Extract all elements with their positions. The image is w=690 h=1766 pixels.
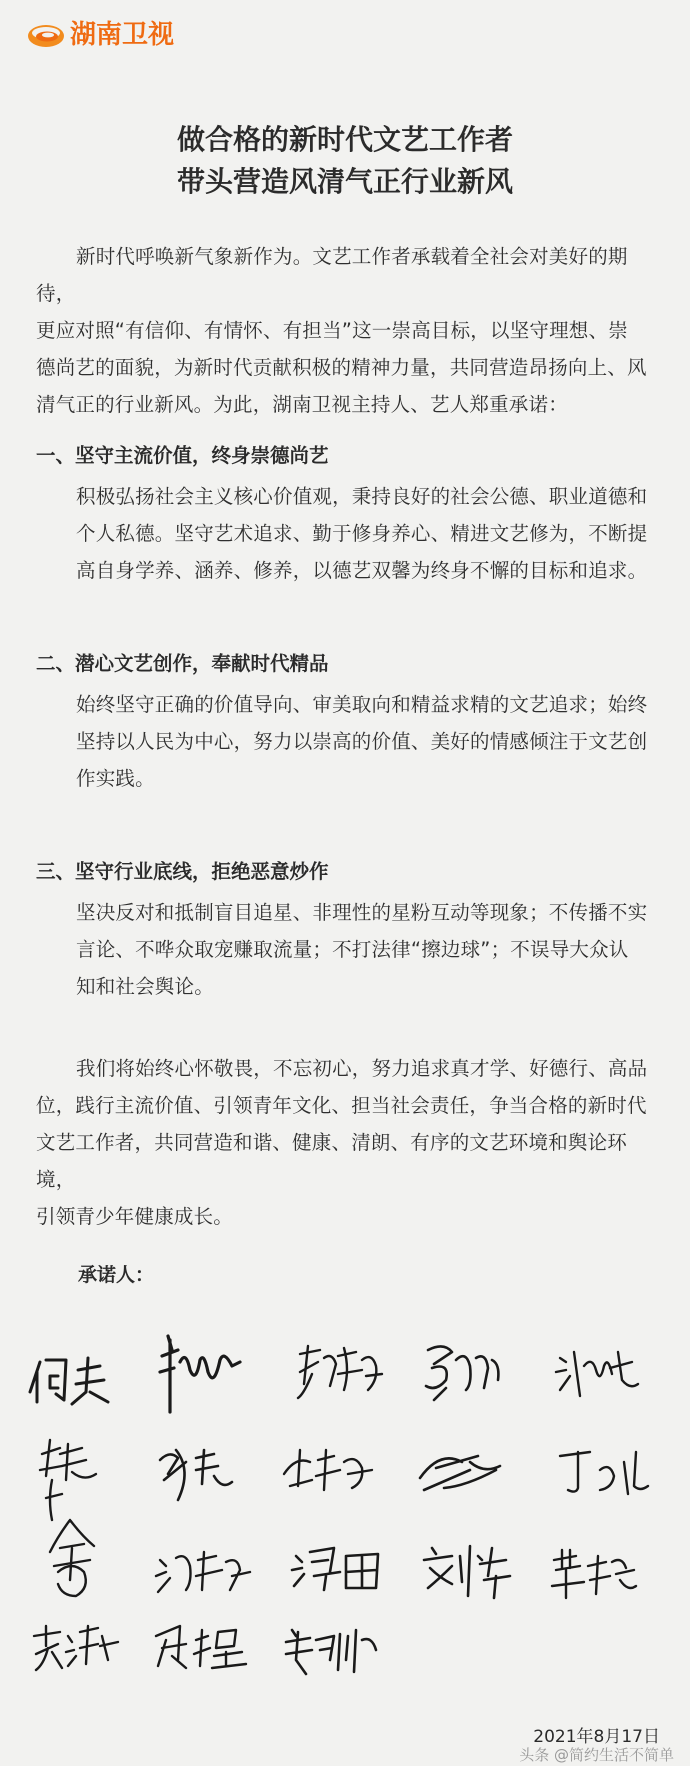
section-2-heading: 二、潜心文艺创作，奉献时代精品 [36,652,329,675]
section-line: 个人私德。坚守艺术追求、勤于修身养心、精进文艺修为，不断提 [76,522,648,545]
section-line: 坚决反对和抵制盲目追星、非理性的星粉互动等现象；不传播不实 [76,901,648,924]
intro-line: 清气正的行业新风。为此，湖南卫视主持人、艺人郑重承诺： [36,393,568,416]
closing-line: 位，践行主流价值、引领青年文化、担当社会责任，争当合格的新时代 [36,1094,647,1117]
intro-line: 德尚艺的面貌，为新时代贡献积极的精神力量，共同营造昂扬向上、风 [36,356,647,379]
title-line-2: 带头营造风清气正行业新风 [176,165,513,198]
section-line: 积极弘扬社会主义核心价值观，秉持良好的社会公德、职业道德和 [76,485,648,508]
intro-line: 更应对照“有信仰、有情怀、有担当”这一崇高目标，以坚守理想、崇 [36,319,628,342]
intro-line: 新时代呼唤新气象新作为。文艺工作者承载着全社会对美好的期待， [36,245,628,305]
signature-2 [160,1336,240,1412]
signature-8 [284,1450,372,1490]
signature-12 [156,1552,250,1592]
signature-10 [560,1452,648,1494]
closing-line: 文艺工作者，共同营造和谐、健康、清朗、有序的文艺环境和舆论环境， [36,1131,628,1191]
signature-15 [552,1550,636,1598]
section-line: 高自身学养、涵养、修养，以德艺双馨为终身不懈的目标和追求。 [76,559,648,582]
signature-3 [298,1346,382,1398]
logo-text: 湖南卫视 [70,20,175,50]
signature-4 [426,1346,498,1400]
signature-7 [160,1450,232,1500]
section-line: 坚持以人民为中心，努力以崇高的价值、美好的情感倾注于文艺创 [76,730,648,753]
section-3-heading: 三、坚守行业底线，拒绝恶意炒作 [36,860,329,883]
signature-14 [424,1546,510,1598]
signature-16 [34,1626,118,1670]
signature-9 [420,1456,500,1490]
signature-6 [40,1440,96,1520]
title-line-1: 做合格的新时代文艺工作者 [176,123,513,156]
signature-1 [30,1358,108,1404]
signature-13 [292,1548,378,1590]
document-date: 2021年8月17日 [533,1727,660,1747]
signature-17 [156,1626,246,1668]
section-1-heading: 一、坚守主流价值，终身崇德尚艺 [36,444,329,467]
section-line: 始终坚守正确的价值导向、审美取向和精益求精的文艺追求；始终 [76,693,648,716]
closing-line: 我们将始终心怀敬畏，不忘初心，努力追求真才学、好德行、高品 [76,1057,648,1080]
section-line: 言论、不哗众取宠赚取流量；不打法律“擦边球”；不误导大众认 [76,938,629,961]
signature-5 [556,1352,638,1396]
section-line: 知和社会舆论。 [76,975,214,998]
section-line: 作实践。 [76,767,155,790]
signature-18 [286,1630,376,1674]
watermark: 头条 @简约生活不简单 [519,1746,674,1764]
signature-11 [50,1520,94,1596]
pledger-label: 承诺人： [78,1264,155,1286]
closing-line: 引领青少年健康成长。 [36,1205,234,1228]
